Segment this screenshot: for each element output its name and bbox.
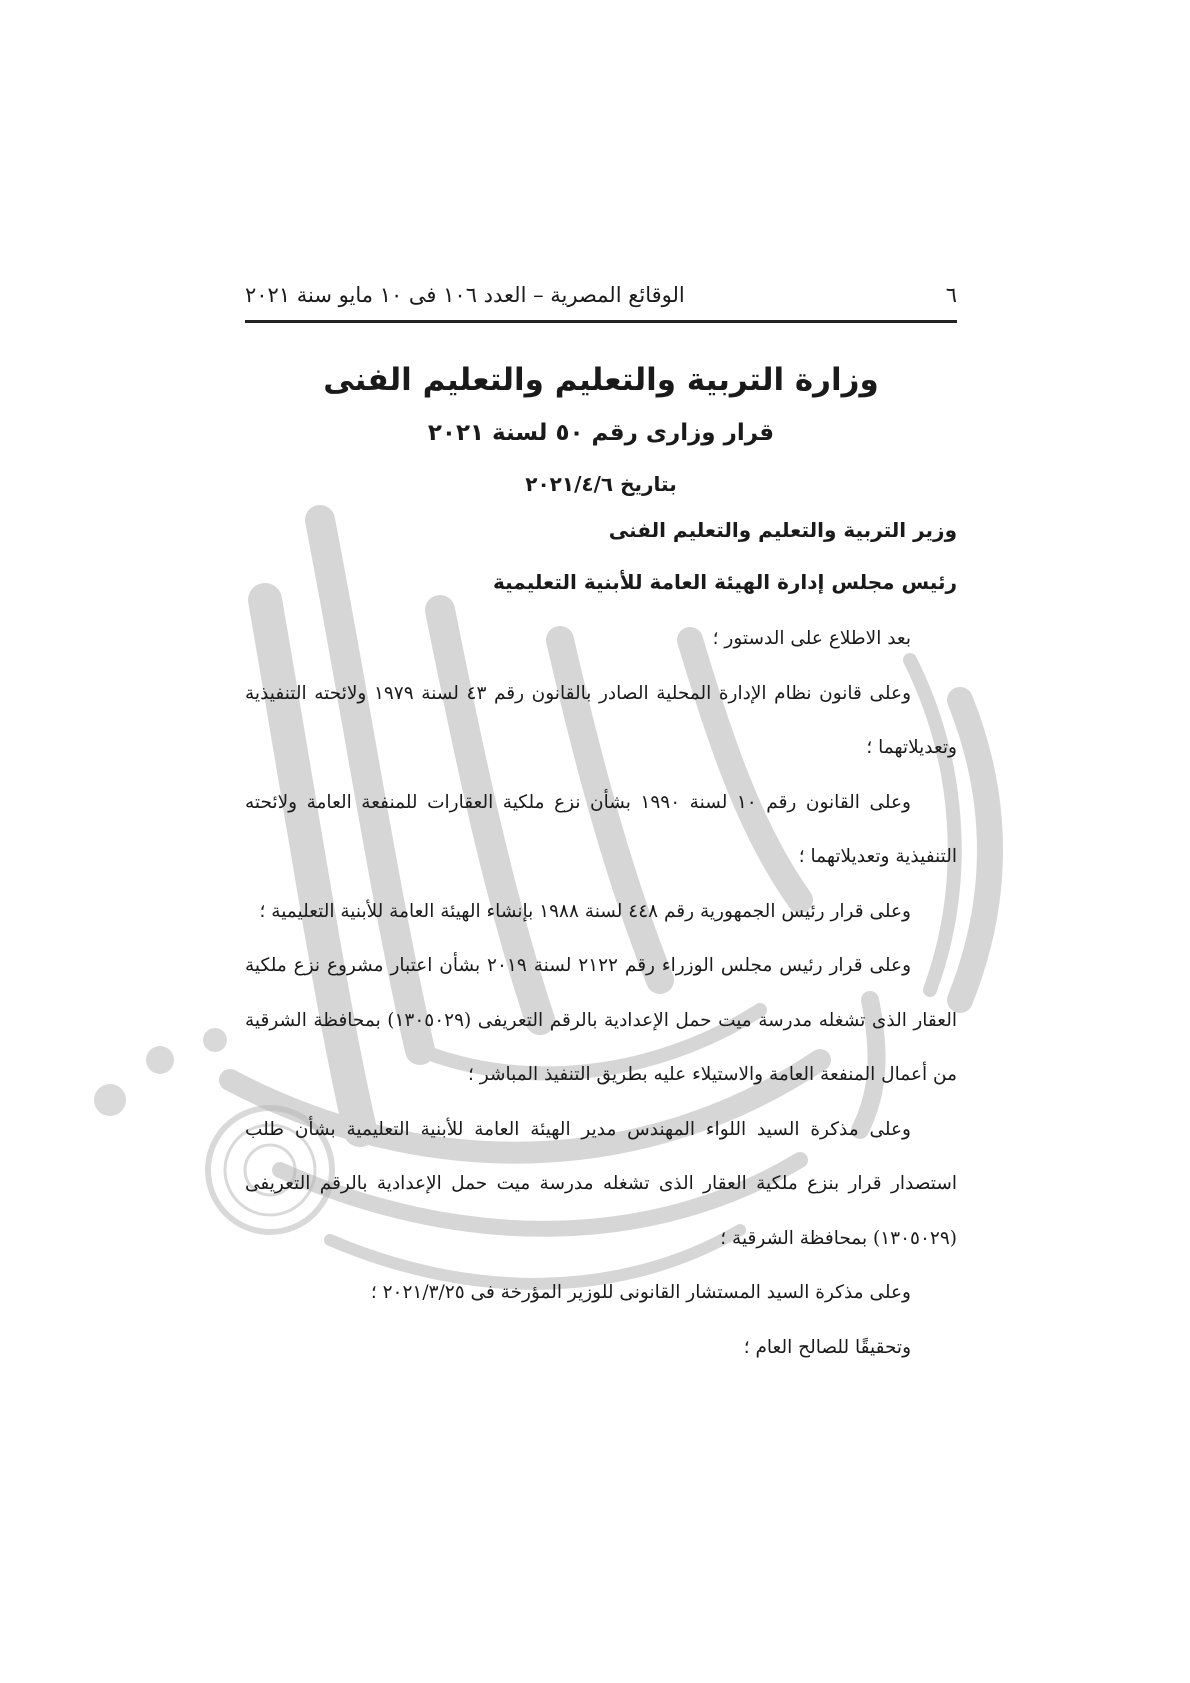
- preamble-paragraph: بعد الاطلاع على الدستور ؛: [712, 628, 911, 649]
- preamble-paragraph: وعلى القانون رقم ١٠ لسنة ١٩٩٠ بشأن نزع ملكية العقارات للمنفعة العامة ولائحته التنفيذية وتعديلاتهما ؛: [245, 791, 957, 867]
- publication-info: الوقائع المصرية – العدد ١٠٦ فى ١٠ مايو سنة ٢٠٢١: [245, 283, 685, 307]
- preamble-paragraph: وعلى قرار رئيس مجلس الوزراء رقم ٢١٢٢ لسنة ٢٠١٩ بشأن اعتبار مشروع نزع ملكية العقار الذى تشغله مدرسة ميت حمل الإعدادية بالرقم التعريفى (١٣٠٥٠٢٩) بمحافظة الشرقية من أعمال المنفعة العامة والاستيلاء عليه بطريق التنفيذ المباشر ؛: [245, 955, 957, 1085]
- preamble-paragraph: وعلى مذكرة السيد اللواء المهندس مدير الهيئة العامة للأبنية التعليمية بشأن طلب استصدار قرار بنزع ملكية العقار الذى تشغله مدرسة ميت حمل الإعدادية بالرقم التعريفى (١٣٠٥٠٢٩) بمحافظة الشرقية ؛: [245, 1118, 957, 1249]
- signer-line-1: وزير التربية والتعليم والتعليم الفنى: [608, 518, 957, 542]
- decree-date: بتاريخ ٢٠٢١/٤/٦: [525, 472, 677, 496]
- header-rule: [245, 320, 957, 323]
- signer-line-2: رئيس مجلس إدارة الهيئة العامة للأبنية التعليمية: [493, 570, 957, 594]
- preamble-paragraph: وعلى قرار رئيس الجمهورية رقم ٤٤٨ لسنة ١٩٨٨ بإنشاء الهيئة العامة للأبنية التعليمية ؛: [259, 900, 911, 922]
- decree-title: قرار وزارى رقم ٥٠ لسنة ٢٠٢١: [427, 420, 775, 446]
- ministry-title: وزارة التربية والتعليم والتعليم الفنى: [323, 362, 879, 398]
- preamble-paragraph: وتحقيقًا للصالح العام ؛: [743, 1336, 911, 1358]
- preamble-paragraph: وعلى قانون نظام الإدارة المحلية الصادر بالقانون رقم ٤٣ لسنة ١٩٧٩ ولائحته التنفيذية وتعديلاتهما ؛: [245, 682, 957, 758]
- page-number: ٦: [945, 283, 957, 307]
- running-header: [245, 277, 957, 313]
- preamble-paragraph: وعلى مذكرة السيد المستشار القانونى للوزير المؤرخة فى ٢٠٢١/٣/٢٥ ؛: [370, 1282, 911, 1303]
- decree-preamble: [245, 612, 957, 1375]
